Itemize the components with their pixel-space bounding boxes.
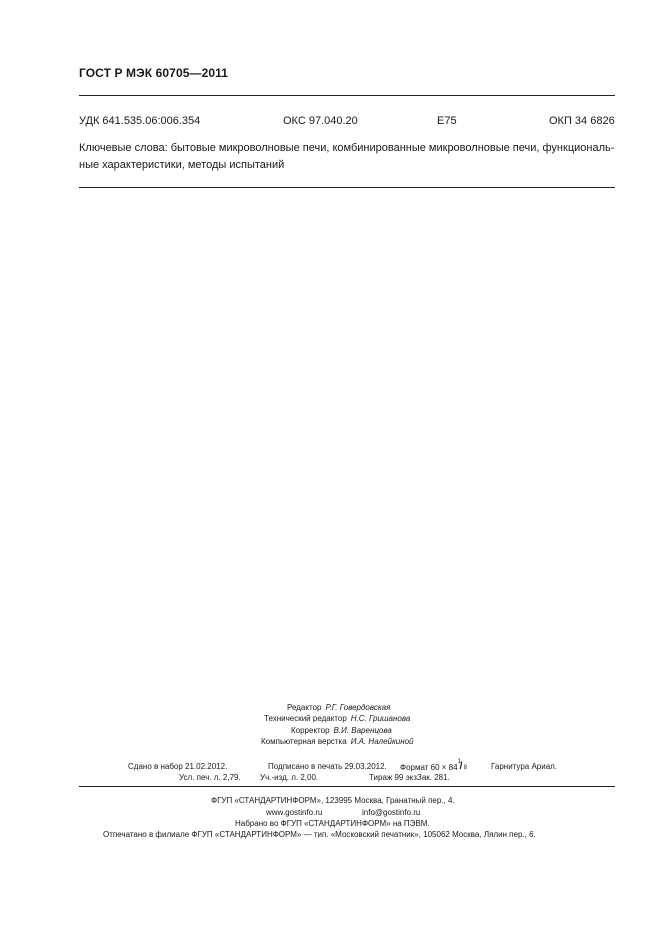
format-fraction <box>457 759 468 772</box>
publisher-address: ФГУП «СТАНДАРТИНФОРМ», 123995 Москва, Гранатный пер., 4. <box>211 796 455 805</box>
credit-role: Корректор <box>291 726 330 735</box>
credit-layout <box>261 737 414 746</box>
signed-date: Подписано в печать 29.03.2012. <box>268 762 387 771</box>
oks-code: ОКС 97.040.20 <box>283 115 358 127</box>
credit-role: Компьютерная верстка <box>261 737 347 746</box>
credit-role: Редактор <box>287 703 322 712</box>
email-link[interactable]: info@gostinfo.ru <box>362 808 421 817</box>
fraction-slash-icon: / <box>459 761 463 772</box>
keywords-line-1: Ключевые слова: бытовые микроволновые печи, комбинированные микроволновые печи, функциональ- <box>79 142 615 154</box>
top-divider <box>79 95 615 96</box>
website-link[interactable]: www.gostinfo.ru <box>266 808 323 817</box>
keywords-divider <box>79 187 615 188</box>
credit-person: И.А. Налейкиной <box>350 737 414 746</box>
paper-format <box>400 759 468 772</box>
fraction-numerator: 1 <box>457 759 461 765</box>
keywords-block <box>79 140 619 174</box>
credit-tech-editor <box>264 714 410 723</box>
udk-code: УДК 641.535.06:006.354 <box>79 115 201 127</box>
printing-house: Отпечатано в филиале ФГУП «СТАНДАРТИНФОРМ» — тип. «Московский печатник», 105062 Москва, Лялин пер., 6. <box>103 830 536 839</box>
order-number: Зак. 281. <box>417 773 450 782</box>
credit-proofreader <box>291 726 392 735</box>
keywords-line-2: ные характеристики, методы испытаний <box>79 159 285 171</box>
credit-person: Н.С. Гришанова <box>350 714 411 723</box>
typeface: Гарнитура Ариал. <box>491 762 558 771</box>
typeset-date: Сдано в набор 21.02.2012. <box>128 762 228 771</box>
format-text: Формат 60 × 84 <box>400 763 458 772</box>
credit-person: Р.Г. Говердовская <box>325 703 391 712</box>
credit-editor <box>287 703 390 712</box>
okp-code: ОКП 34 6826 <box>549 115 615 127</box>
typeset-location: Набрано во ФГУП «СТАНДАРТИНФОРМ» на ПЭВМ. <box>235 819 430 828</box>
credit-person: В.И. Варенцова <box>333 726 392 735</box>
print-sheets: Усл. печ. л. 2,79. <box>179 773 241 782</box>
imprint-divider <box>79 786 615 787</box>
publisher-sheets: Уч.-изд. л. 2,00. <box>260 773 319 782</box>
credit-role: Технический редактор <box>264 714 347 723</box>
fraction-denominator: 8 <box>463 765 467 771</box>
e-code: Е75 <box>437 115 457 127</box>
print-run: Тираж 99 экз. <box>369 773 420 782</box>
document-code: ГОСТ Р МЭК 60705—2011 <box>79 66 229 80</box>
